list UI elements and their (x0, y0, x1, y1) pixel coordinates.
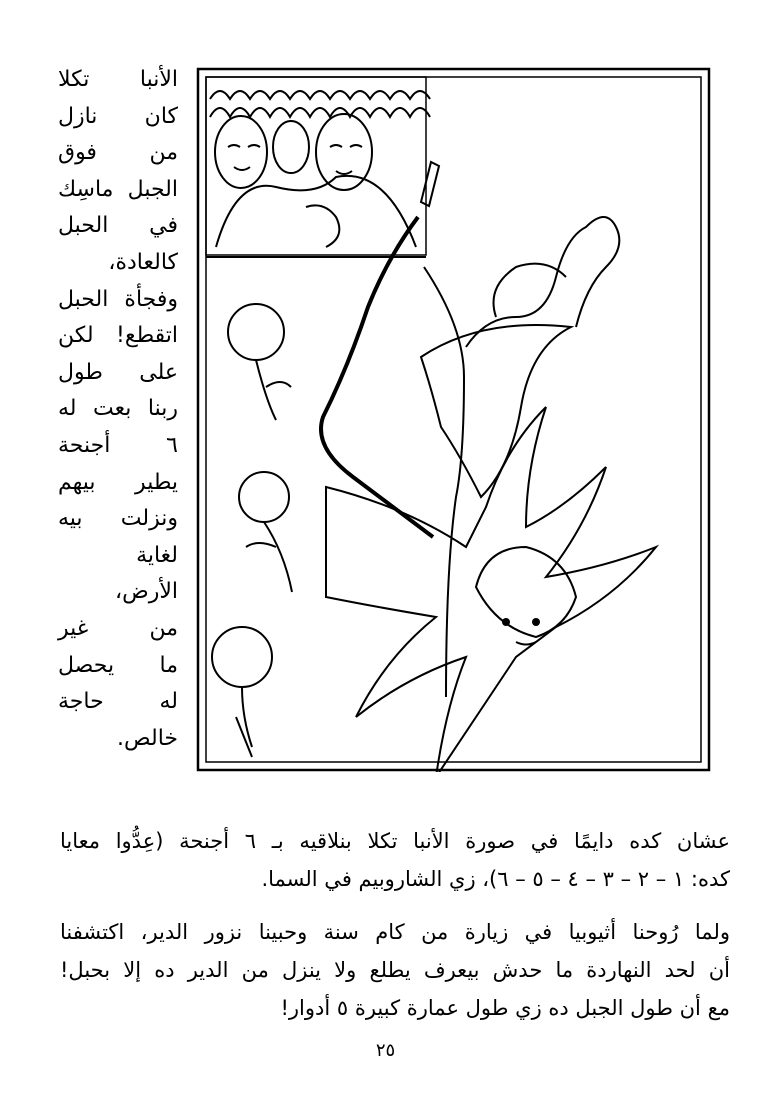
paragraph-line: مع أن طول الجبل ده زي طول عمارة كبيرة ٥ أدوار! (280, 996, 730, 1020)
side-text-column (58, 62, 178, 757)
side-text-line: لغاية (136, 542, 178, 568)
side-text-line: على طول (58, 359, 178, 385)
side-text-line: ٦ أجنحة (58, 432, 178, 458)
side-text-line: يطير بيهم (58, 469, 178, 495)
side-text-line: الجبل ماسِك (58, 176, 178, 202)
side-text-line: اتقطع! لكن (58, 323, 178, 349)
side-text-line: خالص. (117, 725, 178, 751)
paragraph-line: أن لحد النهاردة ما حدش بيعرف يطلع ولا ينزل من الدير ده إلا بحبل! (60, 958, 730, 982)
paragraph-ethiopia (60, 913, 730, 1027)
side-text-line: ربنا بعت له (58, 396, 178, 422)
paragraph-line: ولما رُوحنا أثيوبيا في زيارة من كام سنة وحبينا نزور الدير، اكتشفنا (60, 920, 730, 944)
side-text-line: وفجأة الحبل (58, 286, 178, 312)
side-text-line: له حاجة (58, 689, 178, 715)
side-text-line: في الحبل (58, 213, 178, 239)
side-text-line: الأنبا تكلا (58, 67, 178, 92)
saint-illustration (196, 67, 711, 772)
side-text-line: الأرض، (115, 579, 178, 605)
side-text-line: ما يحصل (58, 652, 178, 678)
side-text-line: من فوق (58, 140, 178, 166)
side-text-line: كالعادة، (108, 249, 178, 275)
side-text-line: كان نازل (58, 103, 178, 129)
paragraph-line: عشان كده دايمًا في صورة الأنبا تكلا بنلاقيه بـ ٦ أجنحة (عِدُّوا معايا (60, 829, 730, 853)
page-number: ٢٥ (375, 1040, 396, 1061)
paragraph-wings (60, 822, 730, 898)
side-text-line: من غير (58, 615, 178, 641)
paragraph-line: كده: ١ – ٢ – ٣ – ٤ – ٥ – ٦)، زي الشاروبيم في السما. (261, 867, 730, 891)
side-text-line: ونزلت بيه (58, 506, 178, 532)
